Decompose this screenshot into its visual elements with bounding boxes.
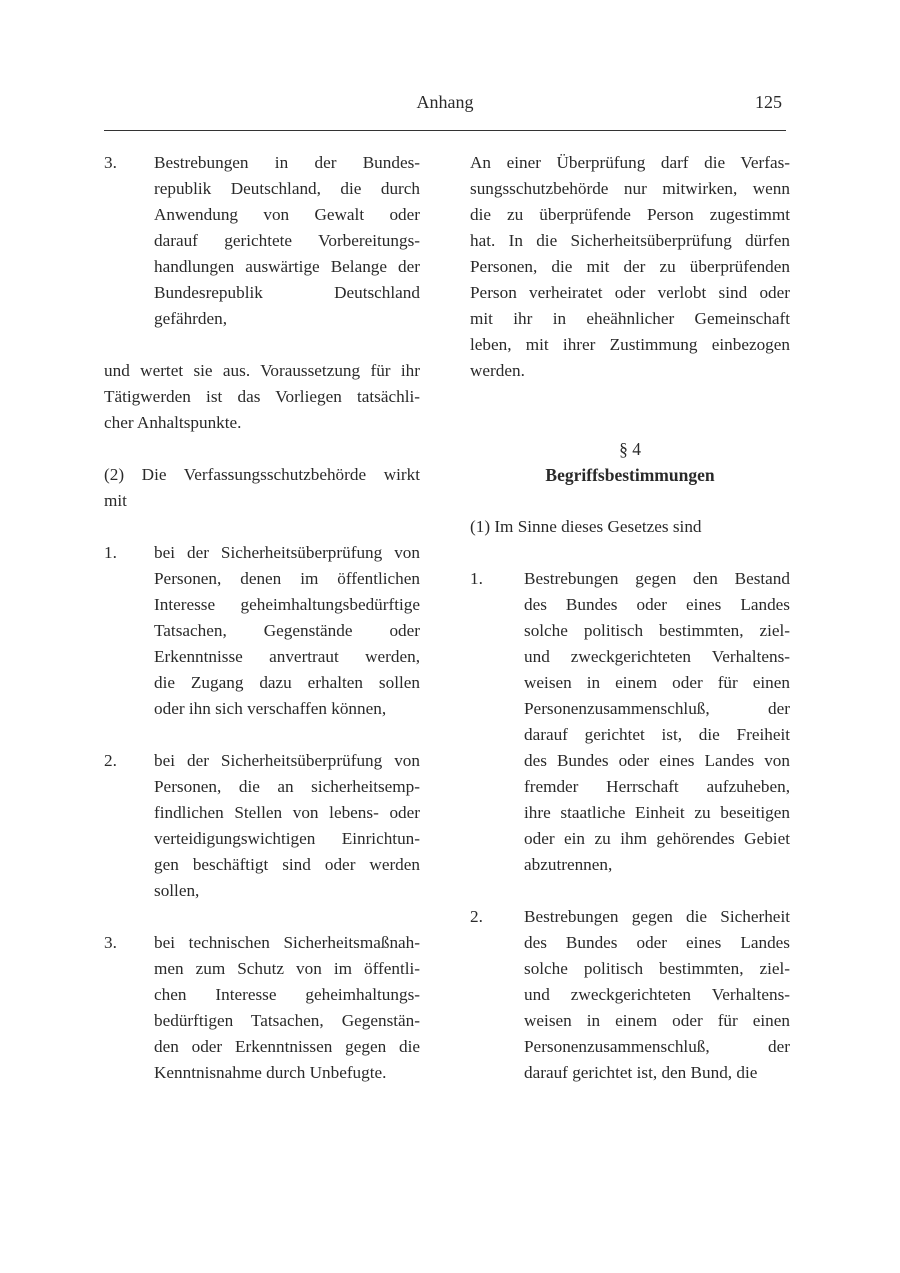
list-item-line: oder ihn sich verschaffen können,	[154, 699, 387, 718]
list-number: 3.	[104, 933, 117, 952]
list-item-line: weisen in einem oder für einen	[524, 1011, 790, 1030]
list-item-line: und zweckgerichteten Verhaltens-	[524, 985, 790, 1004]
paragraph-line: mit ihr in eheähnlicher Gemeinschaft	[470, 309, 790, 328]
list-item-line: des Bundes oder eines Landes	[524, 595, 790, 614]
paragraph-line: mit	[104, 491, 127, 510]
list-item-line: des Bundes oder eines Landes	[524, 933, 790, 952]
list-item-line: darauf gerichtete Vorbereitungs-	[154, 231, 420, 250]
list-item-line: men zum Schutz von im öffentli-	[154, 959, 420, 978]
list-item-line: Personen, denen im öffentlichen	[154, 569, 420, 588]
paragraph-line: hat. In die Sicherheitsüberprüfung dürfen	[470, 231, 790, 250]
paragraph-line: sungsschutzbehörde nur mitwirken, wenn	[470, 179, 790, 198]
list-item-line: bei technischen Sicherheitsmaßnah-	[154, 933, 420, 952]
list-item-line: bei der Sicherheitsüberprüfung von	[154, 543, 420, 562]
paragraph-line: Person verheiratet oder verlobt sind oder	[470, 283, 790, 302]
list-item-line: Erkenntnisse anvertraut werden,	[154, 647, 420, 666]
header-title: Anhang	[416, 92, 474, 112]
list-item-line: solche politisch bestimmten, ziel-	[524, 959, 790, 978]
list-item-line: Personen, die an sicherheitsemp-	[154, 777, 420, 796]
running-header	[104, 92, 786, 116]
list-item-line: darauf gerichtet ist, die Freiheit	[524, 725, 790, 744]
list-item-line: Anwendung von Gewalt oder	[154, 205, 420, 224]
paragraph-line: cher Anhaltspunkte.	[104, 413, 242, 432]
paragraph-line: leben, mit ihrer Zustimmung einbezogen	[470, 335, 790, 354]
list-item-line: und zweckgerichteten Verhaltens-	[524, 647, 790, 666]
paragraph-line: die zu überprüfende Person zugestimmt	[470, 205, 790, 224]
list-item-line: Kenntnisnahme durch Unbefugte.	[154, 1063, 387, 1082]
list-item-line: Bestrebungen in der Bundes-	[154, 153, 420, 172]
list-item-line: des Bundes oder eines Landes von	[524, 751, 790, 770]
section-number: § 4	[619, 439, 641, 459]
list-item-line: den oder Erkenntnissen gegen die	[154, 1037, 420, 1056]
section-title: Begriffsbestimmungen	[545, 465, 715, 485]
list-item-line: gen beschäftigt sind oder werden	[154, 855, 420, 874]
list-number: 1.	[470, 569, 483, 588]
list-item-line: weisen in einem oder für einen	[524, 673, 790, 692]
list-item-line: Personenzusammenschluß, der	[524, 1037, 790, 1056]
list-item-line: die Zugang dazu erhalten sollen	[154, 673, 420, 692]
list-number: 2.	[104, 751, 117, 770]
list-item-line: chen Interesse geheimhaltungs-	[154, 985, 420, 1004]
paragraph-line: und wertet sie aus. Voraussetzung für ihr	[104, 361, 420, 380]
list-item-line: republik Deutschland, die durch	[154, 179, 420, 198]
list-number: 3.	[104, 153, 117, 172]
list-item-line: Bundesrepublik Deutschland	[154, 283, 420, 302]
list-item-line: bedürftigen Tatsachen, Gegenstän-	[154, 1011, 420, 1030]
paragraph-line: Tätigwerden ist das Vorliegen tatsächli-	[104, 387, 420, 406]
list-item-line: findlichen Stellen von lebens- oder	[154, 803, 420, 822]
paragraph-line: (1) Im Sinne dieses Gesetzes sind	[470, 517, 702, 536]
paragraph-line: An einer Überprüfung darf die Verfas-	[470, 153, 790, 172]
list-item-line: Bestrebungen gegen den Bestand	[524, 569, 790, 588]
list-number: 2.	[470, 907, 483, 926]
list-item-line: ihre staatliche Einheit zu beseitigen	[524, 803, 790, 822]
list-item-line: verteidigungswichtigen Einrichtun-	[154, 829, 420, 848]
list-item-line: oder ein zu ihm gehörendes Gebiet	[524, 829, 790, 848]
list-item-line: handlungen auswärtige Belange der	[154, 257, 420, 276]
paragraph-line: Personen, die mit der zu überprüfenden	[470, 257, 790, 276]
list-item-line: solche politisch bestimmten, ziel-	[524, 621, 790, 640]
list-item-line: gefährden,	[154, 309, 228, 328]
list-item-line: fremder Herrschaft aufzuheben,	[524, 777, 790, 796]
list-item-line: sollen,	[154, 881, 200, 900]
list-item-line: Tatsachen, Gegenstände oder	[154, 621, 420, 640]
list-item-line: Personenzusammenschluß, der	[524, 699, 790, 718]
list-item-line: darauf gerichtet ist, den Bund, die	[524, 1063, 758, 1082]
list-item-line: bei der Sicherheitsüberprüfung von	[154, 751, 420, 770]
list-item-line: abzutrennen,	[524, 855, 613, 874]
paragraph-line: werden.	[470, 361, 525, 380]
header-rule	[104, 130, 786, 131]
paragraph-line: (2) Die Verfassungsschutzbehörde wirkt	[104, 465, 420, 484]
list-item-line: Bestrebungen gegen die Sicherheit	[524, 907, 790, 926]
list-number: 1.	[104, 543, 117, 562]
list-item-line: Interesse geheimhaltungsbedürftige	[154, 595, 420, 614]
page-number: 125	[755, 92, 782, 112]
